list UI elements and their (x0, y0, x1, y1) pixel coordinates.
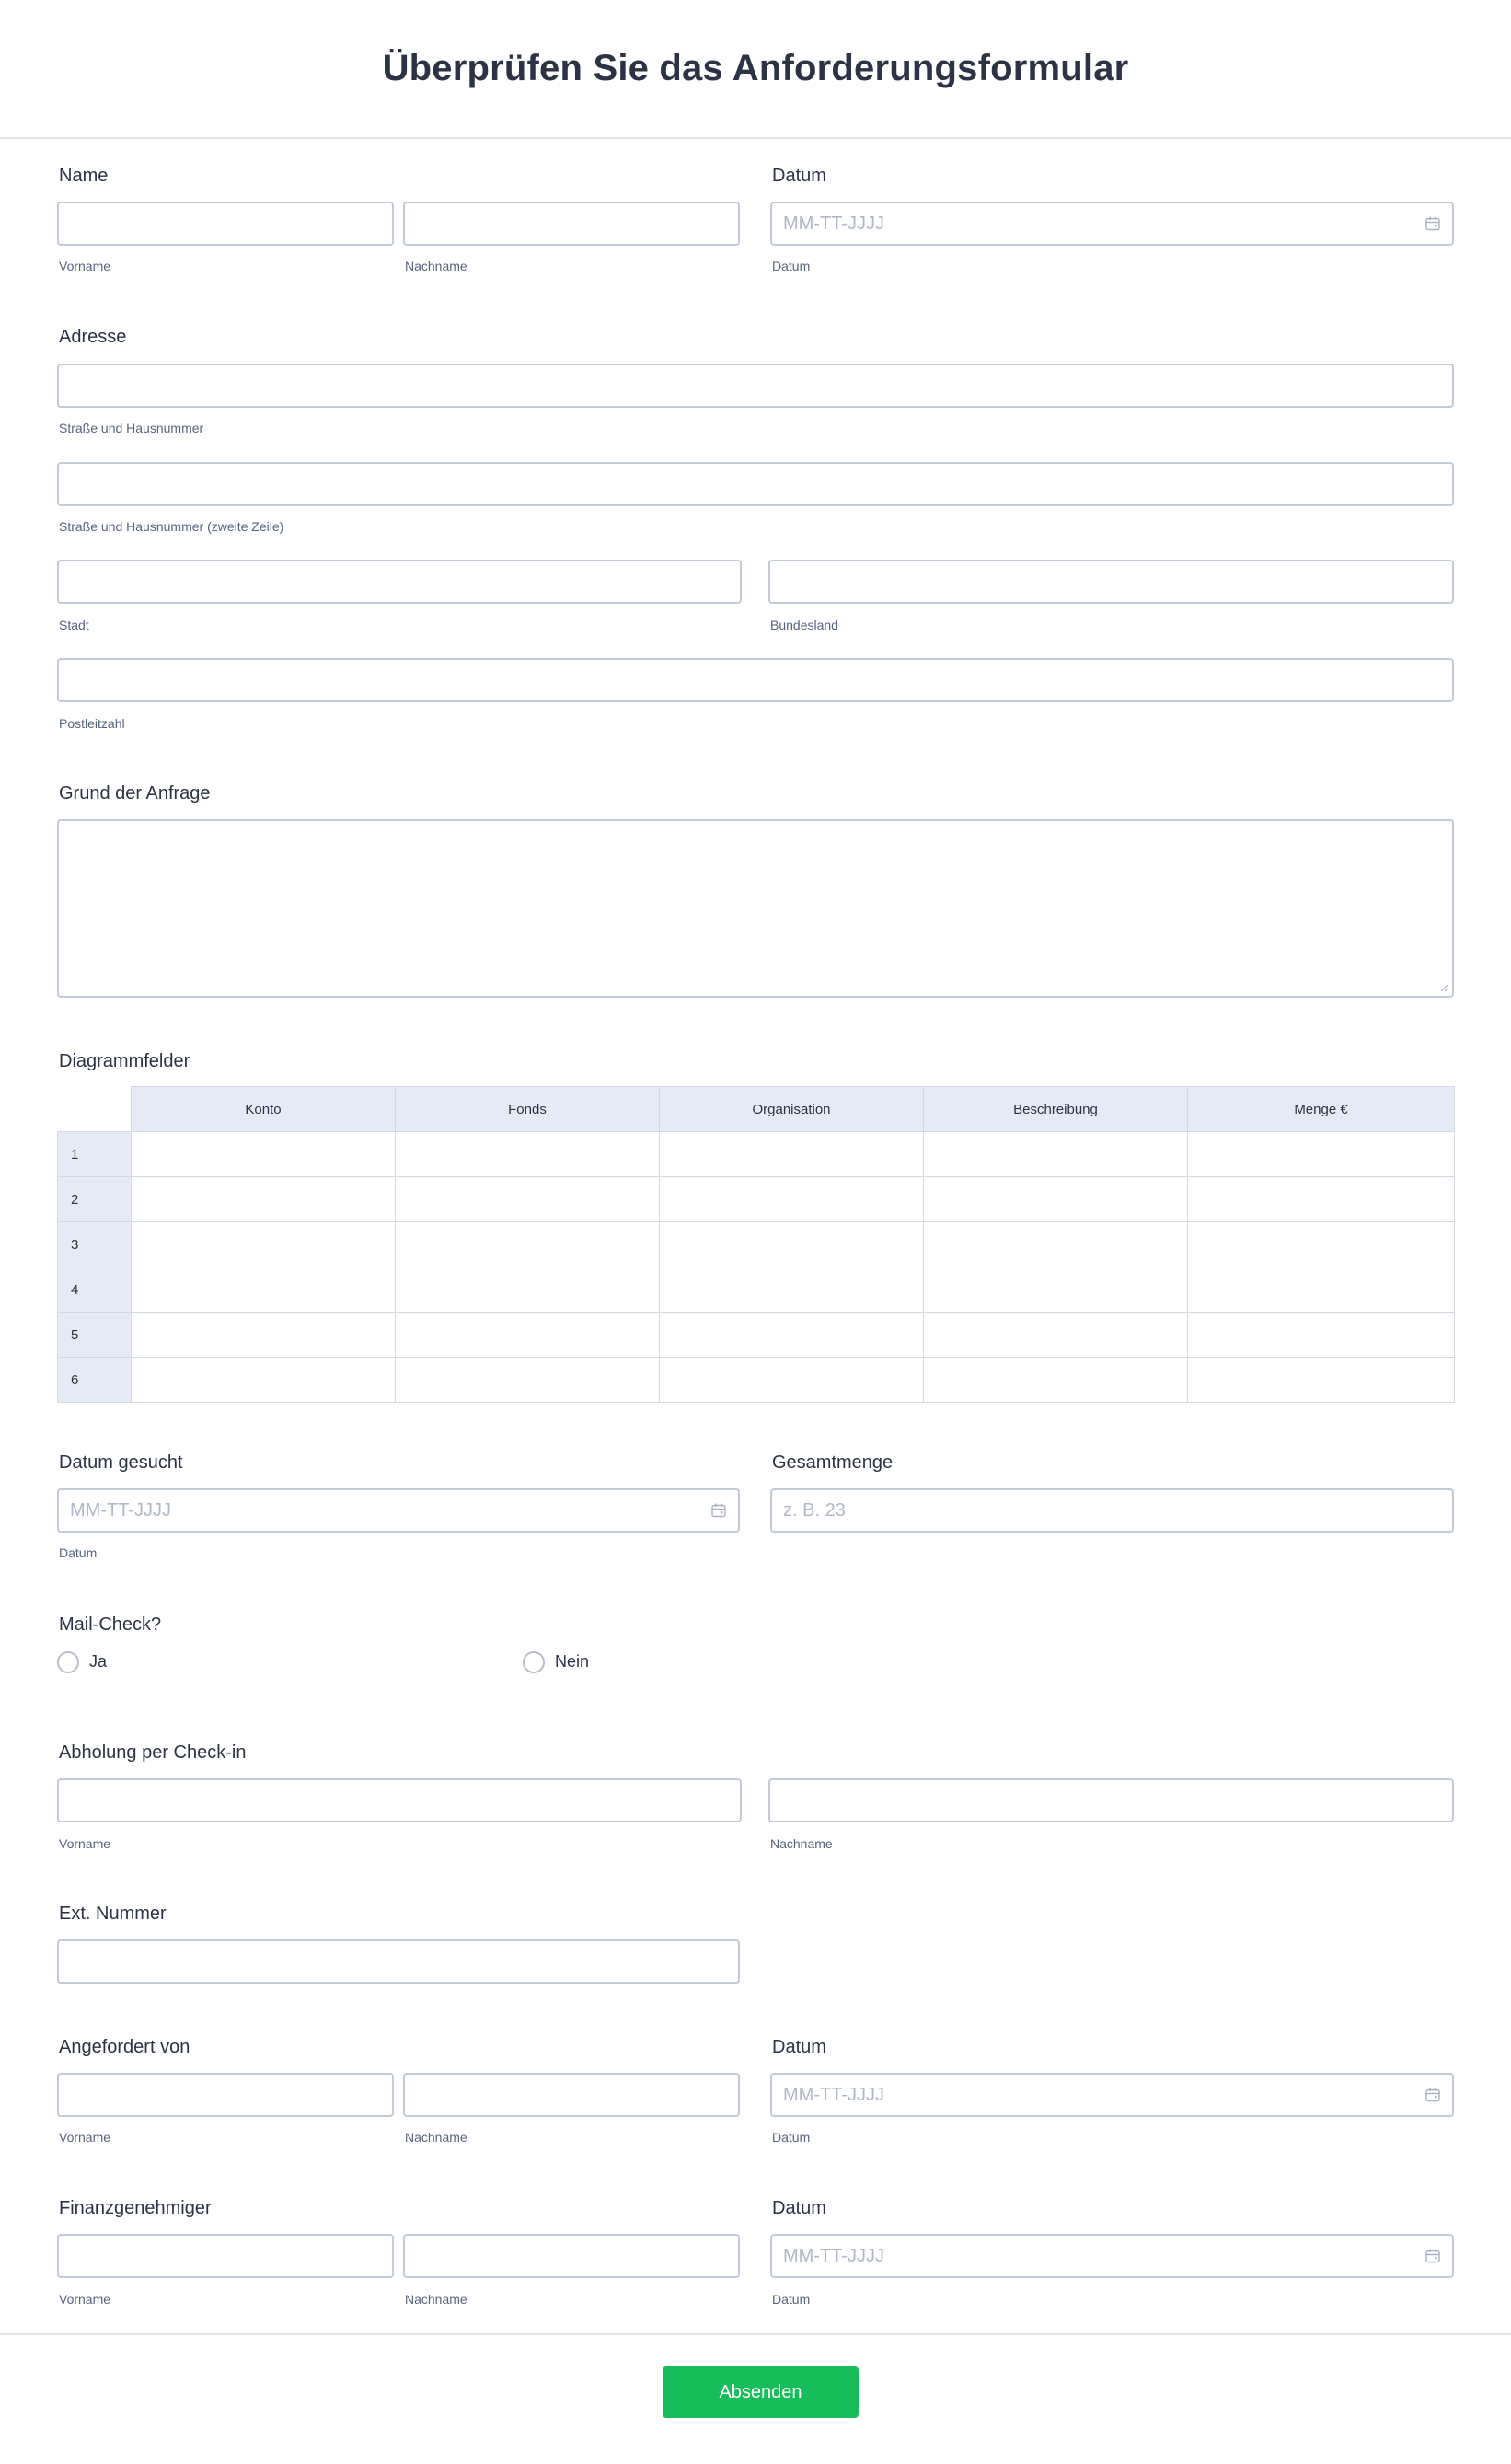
matrix-cell[interactable] (1188, 1267, 1455, 1313)
matrix-cell[interactable] (1188, 1313, 1455, 1358)
pickup-last-sublabel: Nachname (770, 1836, 833, 1851)
matrix-cell[interactable] (1188, 1358, 1455, 1403)
table-row (58, 1267, 1455, 1313)
matrix-cell[interactable] (660, 1177, 924, 1222)
radio-nein[interactable] (523, 1651, 545, 1673)
matrix-cell[interactable] (396, 1177, 660, 1222)
matrix-cell[interactable] (132, 1358, 396, 1403)
matrix-table (57, 1086, 1455, 1403)
pickup-first-input[interactable] (57, 1778, 742, 1822)
matrix-cell[interactable] (924, 1358, 1188, 1403)
matrix-header-row (58, 1087, 1455, 1132)
radio-ja[interactable] (57, 1651, 79, 1673)
street2-input[interactable] (57, 462, 1454, 506)
date-sought-placeholder: MM-TT-JJJJ (70, 1499, 171, 1521)
matrix-column-header: Organisation (660, 1087, 924, 1132)
name-last-input[interactable] (403, 202, 740, 246)
matrix-cell[interactable] (660, 1313, 924, 1358)
matrix-cell[interactable] (396, 1358, 660, 1403)
zip-input[interactable] (57, 658, 1454, 702)
matrix-row-number: 6 (58, 1358, 132, 1403)
finance-label: Finanzgenehmiger (59, 2198, 212, 2218)
submit-button[interactable]: Absenden (663, 2366, 859, 2418)
matrix-cell[interactable] (924, 1177, 1188, 1222)
matrix-cell[interactable] (132, 1132, 396, 1177)
pickup-last-input[interactable] (768, 1778, 1454, 1822)
matrix-cell[interactable] (132, 1313, 396, 1358)
table-row (58, 1313, 1455, 1358)
matrix-column-header: Beschreibung (924, 1087, 1188, 1132)
finance-first-input[interactable] (57, 2234, 394, 2278)
state-input[interactable] (768, 560, 1454, 604)
finance-date-input[interactable] (770, 2234, 1454, 2278)
date-placeholder: MM-TT-JJJJ (783, 213, 884, 234)
matrix-cell[interactable] (132, 1267, 396, 1313)
finance-date-label: Datum (772, 2198, 826, 2218)
date-label: Datum (772, 166, 826, 186)
name-label: Name (59, 166, 109, 186)
matrix-corner (58, 1087, 132, 1132)
matrix-row-number: 4 (58, 1267, 132, 1313)
requested-date-placeholder: MM-TT-JJJJ (783, 2084, 884, 2105)
resize-handle-icon[interactable] (1439, 983, 1448, 992)
date-sought-label: Datum gesucht (59, 1452, 183, 1473)
street-sublabel: Straße und Hausnummer (59, 421, 204, 435)
matrix-cell[interactable] (1188, 1222, 1455, 1267)
table-row (58, 1177, 1455, 1222)
calendar-icon[interactable] (1424, 215, 1441, 232)
name-first-sublabel: Vorname (59, 259, 111, 273)
requested-date-input[interactable] (770, 2073, 1454, 2117)
calendar-icon[interactable] (1424, 2248, 1441, 2264)
date-sought-sublabel: Datum (59, 1545, 98, 1560)
matrix-cell[interactable] (924, 1267, 1188, 1313)
street-input[interactable] (57, 364, 1454, 408)
table-row (58, 1132, 1455, 1177)
date-input[interactable] (770, 202, 1454, 246)
matrix-cell[interactable] (660, 1222, 924, 1267)
matrix-column-header: Konto (132, 1087, 396, 1132)
matrix-cell[interactable] (132, 1222, 396, 1267)
matrix-cell[interactable] (924, 1313, 1188, 1358)
matrix-cell[interactable] (660, 1267, 924, 1313)
requested-first-input[interactable] (57, 2073, 394, 2117)
matrix-cell[interactable] (396, 1313, 660, 1358)
finance-last-sublabel: Nachname (405, 2292, 467, 2307)
matrix-cell[interactable] (396, 1222, 660, 1267)
matrix-label: Diagrammfelder (59, 1051, 190, 1071)
matrix-column-header: Menge € (1188, 1087, 1455, 1132)
date-sought-input[interactable] (57, 1488, 740, 1533)
finance-last-input[interactable] (403, 2234, 740, 2278)
pickup-first-sublabel: Vorname (59, 1836, 111, 1851)
matrix-cell[interactable] (1188, 1132, 1455, 1177)
matrix-cell[interactable] (924, 1132, 1188, 1177)
requested-first-sublabel: Vorname (59, 2130, 111, 2145)
total-label: Gesamtmenge (772, 1452, 894, 1473)
mail-check-label: Mail-Check? (59, 1614, 162, 1635)
radio-nein-label[interactable]: Nein (555, 1652, 590, 1671)
matrix-cell[interactable] (132, 1177, 396, 1222)
finance-date-placeholder: MM-TT-JJJJ (783, 2245, 884, 2266)
city-sublabel: Stadt (59, 618, 89, 632)
requested-date-label: Datum (772, 2037, 826, 2057)
table-row (58, 1358, 1455, 1403)
reason-textarea[interactable] (57, 819, 1454, 998)
zip-sublabel: Postleitzahl (59, 716, 125, 731)
radio-ja-label[interactable]: Ja (89, 1652, 108, 1671)
matrix-cell[interactable] (1188, 1177, 1455, 1222)
ext-input[interactable] (57, 1939, 740, 1984)
table-row (58, 1222, 1455, 1267)
ext-label: Ext. Nummer (59, 1903, 167, 1924)
matrix-row-number: 5 (58, 1313, 132, 1358)
total-input[interactable] (770, 1488, 1454, 1533)
finance-date-sublabel: Datum (772, 2292, 811, 2307)
name-first-input[interactable] (57, 202, 394, 246)
calendar-icon[interactable] (710, 1502, 727, 1519)
state-sublabel: Bundesland (770, 618, 838, 632)
form-header (0, 0, 1511, 139)
name-last-sublabel: Nachname (405, 259, 467, 273)
street2-sublabel: Straße und Hausnummer (zweite Zeile) (59, 519, 284, 534)
requested-by-label: Angefordert von (59, 2037, 190, 2057)
matrix-row-number: 3 (58, 1222, 132, 1267)
matrix-cell[interactable] (660, 1358, 924, 1403)
finance-first-sublabel: Vorname (59, 2292, 111, 2307)
requested-date-sublabel: Datum (772, 2130, 811, 2145)
reason-label: Grund der Anfrage (59, 783, 211, 804)
matrix-row-number: 1 (58, 1132, 132, 1177)
matrix-cell[interactable] (396, 1132, 660, 1177)
matrix-cell[interactable] (660, 1132, 924, 1177)
pickup-label: Abholung per Check-in (59, 1742, 247, 1763)
matrix-column-header: Fonds (396, 1087, 660, 1132)
city-input[interactable] (57, 560, 742, 604)
requested-last-sublabel: Nachname (405, 2130, 467, 2145)
address-label: Adresse (59, 327, 127, 347)
calendar-icon[interactable] (1424, 2087, 1441, 2103)
matrix-row-number: 2 (58, 1177, 132, 1222)
matrix-cell[interactable] (924, 1222, 1188, 1267)
total-placeholder: z. B. 23 (783, 1499, 846, 1521)
form-title: Überprüfen Sie das Anforderungsformular (382, 48, 1129, 88)
matrix-cell[interactable] (396, 1267, 660, 1313)
requested-last-input[interactable] (403, 2073, 740, 2117)
date-sublabel: Datum (772, 259, 811, 273)
